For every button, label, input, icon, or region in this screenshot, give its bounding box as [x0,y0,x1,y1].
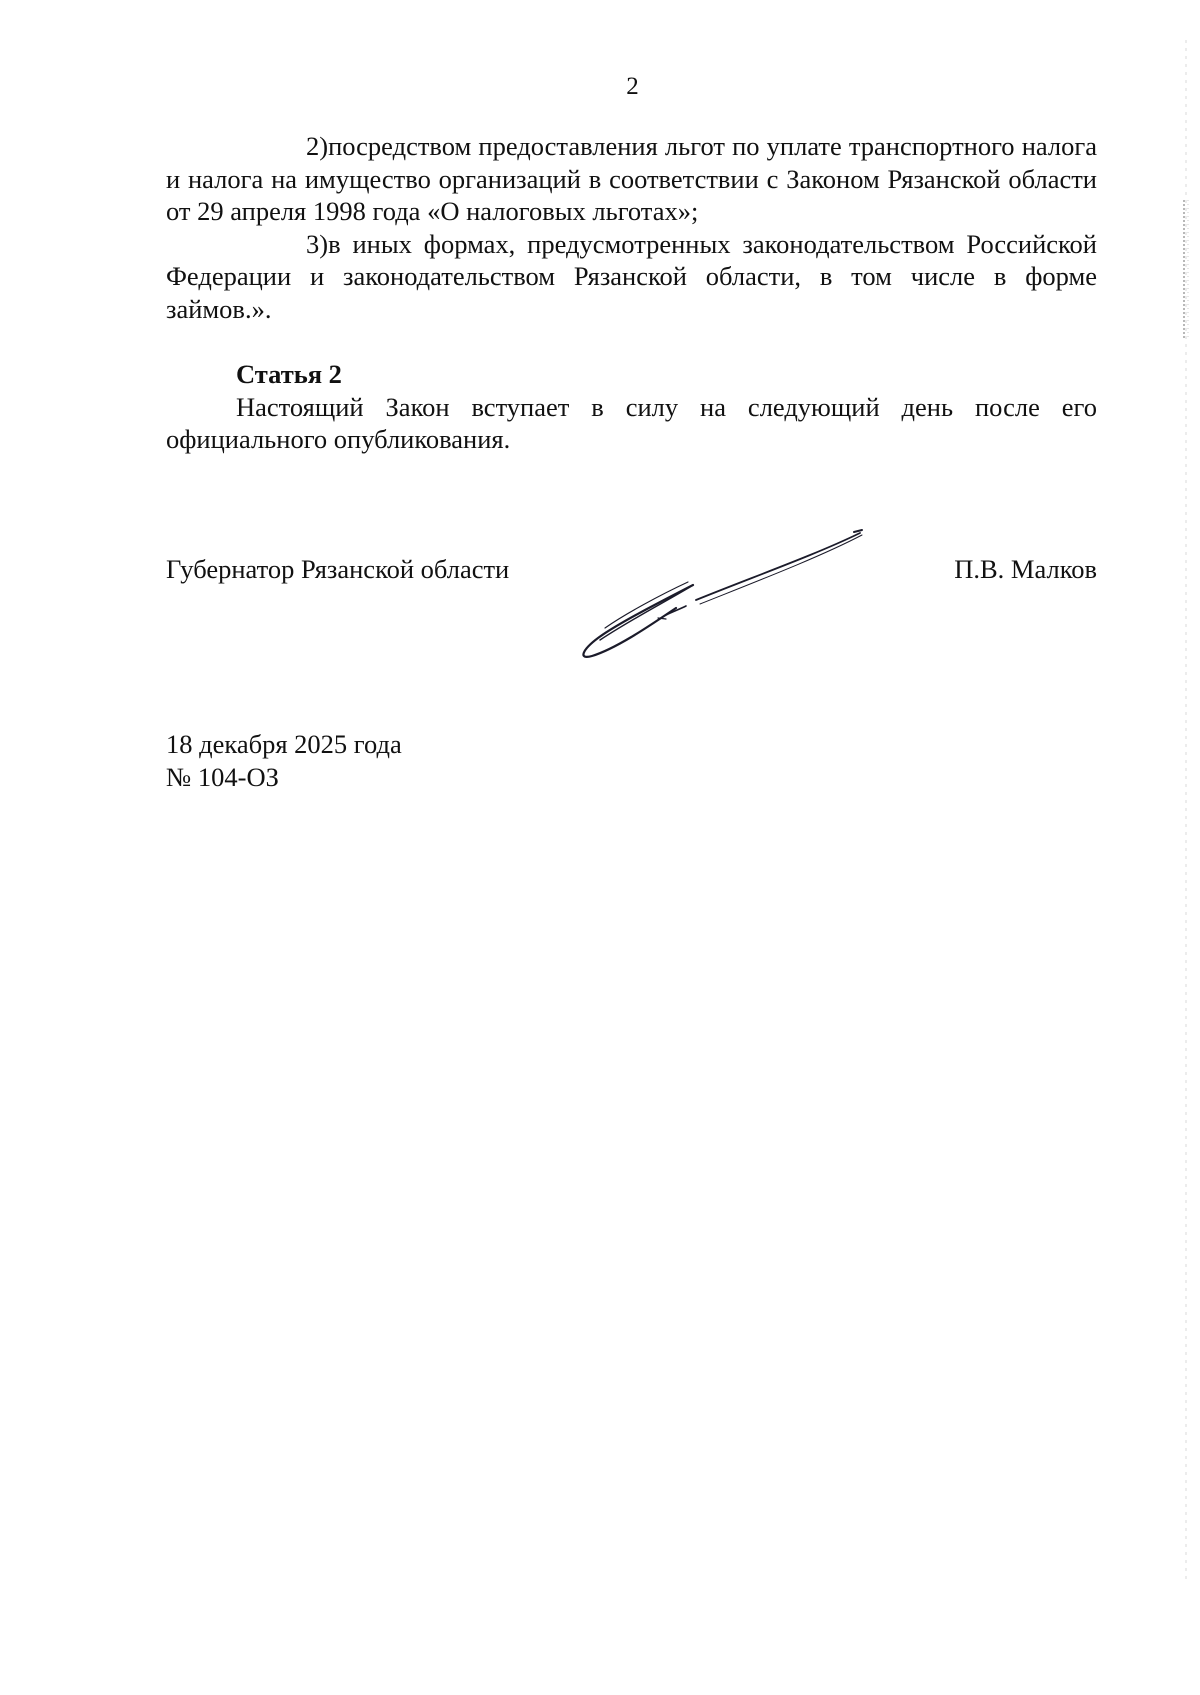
article-section [166,358,1097,456]
law-date: 18 декабря 2025 года [166,729,402,759]
item-number: 2) [306,131,329,161]
signer-name: П.В. Малков [954,554,1097,584]
law-number: № 104-ОЗ [166,761,279,792]
scan-edge-artifact [1183,40,1189,1580]
date-block [166,728,402,793]
article-text: Настоящий Закон вступает в силу на следующий день после его официального опубликования. [166,391,1097,454]
list-item [166,130,1097,228]
item-number: 3) [306,228,329,259]
article-heading: Статья 2 [236,359,342,389]
item-text: посредством предоставления льгот по уплате транспортного налога и налога на имущество организаций в соответствии с Законом Рязанской области от 29 апреля 1998 года «О налоговых льготах»; [166,131,1097,226]
page-number: 2 [626,73,639,100]
enumerated-items [166,130,1097,325]
item-text: в иных формах, предусмотренных законодательством Российской Федерации и законодательством Рязанской области, в том числе в форме займов.». [166,228,1097,324]
signer-position: Губернатор Рязанской области [166,554,510,584]
handwritten-signature [570,520,890,680]
list-item [166,228,1097,326]
